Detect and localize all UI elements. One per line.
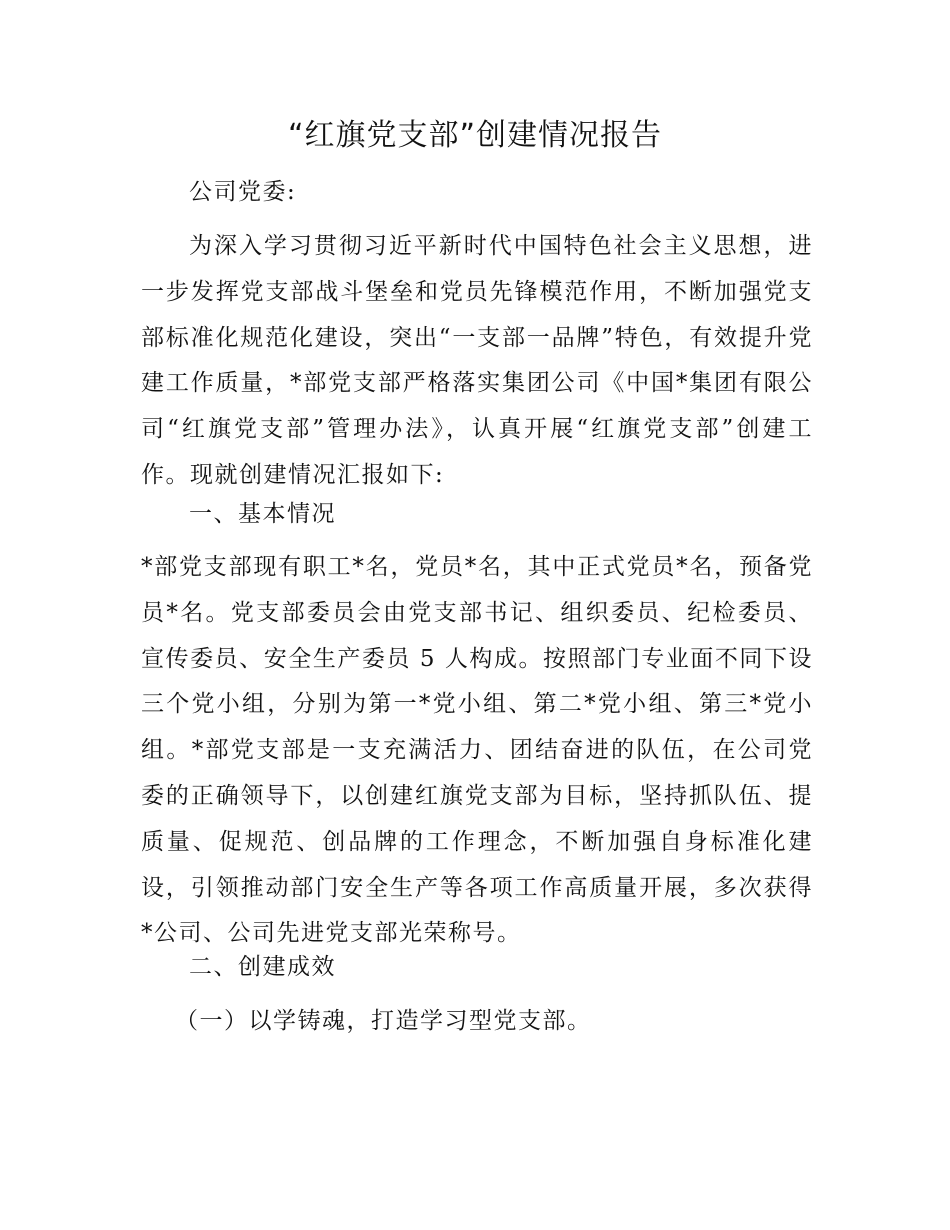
basic-situation-paragraph: *部党支部现有职工*名，党员*名，其中正式党员*名，预备党员*名。党支部委员会由党支部书记、组织委员、纪检委员、宣传委员、安全生产委员 5 人构成。按照部门专业面不同下设三个党小组，分别为第一*党小组、第二*党小组、第三*党小组。*部党支部是一支充满活力、团结奋进的队伍，在公司党委的正确领导下，以创建红旗党支部为目标，坚持抓队伍、提质量、促规范、创品牌的工作理念，不断加强自身标准化建设，引领推动部门安全生产等各项工作高质量开展，多次获得*公司、公司先进党支部光荣称号。 [141, 554, 813, 947]
subsection-heading-learning: （一）以学铸魂，打造学习型党支部。 [175, 1008, 592, 1034]
section-heading-basic-situation: 一、基本情况 [189, 501, 336, 527]
document-title: “红旗党支部”创建情况报告 [287, 118, 663, 153]
section-heading-results: 二、创建成效 [189, 954, 336, 980]
salutation: 公司党委: [189, 179, 297, 205]
intro-paragraph: 为深入学习贯彻习近平新时代中国特色社会主义思想，进一步发挥党支部战斗堡垒和党员先锋模范作用，不断加强党支部标准化规范化建设，突出“一支部一品牌”特色，有效提升党建工作质量，*部党支部严格落实集团公司《中国*集团有限公司“红旗党支部”管理办法》，认真开展“红旗党支部”创建工作。现就创建情况汇报如下: [141, 233, 813, 488]
